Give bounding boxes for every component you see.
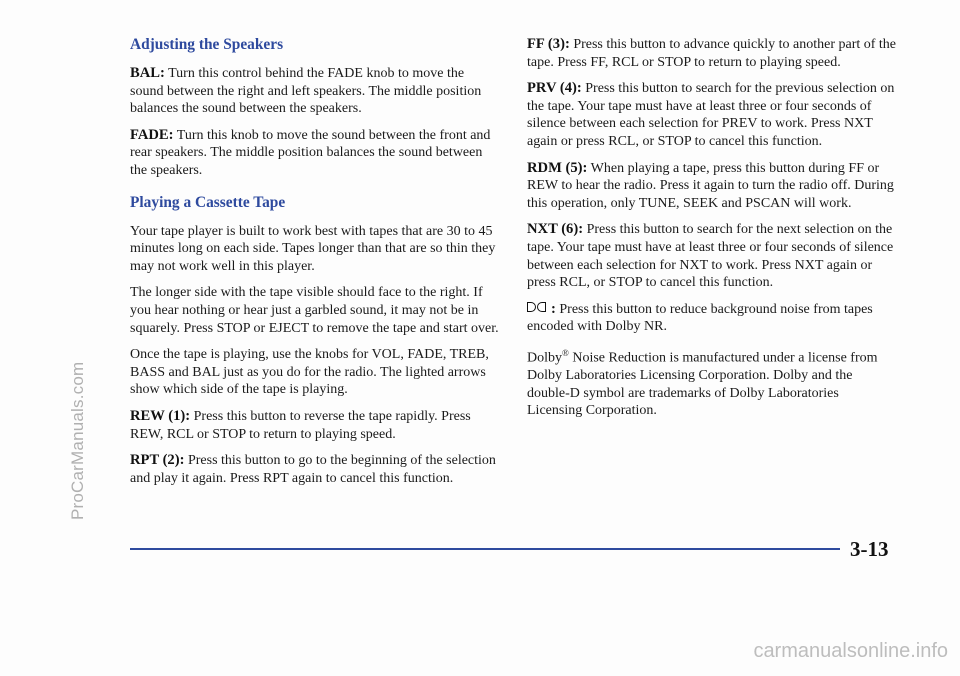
term-rpt: RPT (2): xyxy=(130,452,185,469)
dolby-brand: Dolby xyxy=(527,350,562,366)
term-rew: REW (1): xyxy=(130,407,191,424)
paragraph-rew xyxy=(130,408,500,443)
paragraph-rpt xyxy=(130,452,500,487)
term-fade: FADE: xyxy=(130,126,174,143)
term-dolby: : xyxy=(551,300,556,317)
paragraph-prv xyxy=(527,80,897,150)
heading-adjusting-speakers: Adjusting the Speakers xyxy=(130,36,284,53)
term-nxt: NXT (6): xyxy=(527,221,584,238)
term-rdm: RDM (5): xyxy=(527,159,588,176)
paragraph-nxt xyxy=(527,221,897,291)
text-bal: Turn this control behind the FADE knob to move the sound between the right and left speakers. The middle position balances the sound between the speakers. xyxy=(130,66,482,117)
heading-playing-cassette: Playing a Cassette Tape xyxy=(130,193,286,211)
paragraph-ff xyxy=(527,36,897,71)
text-dolby-notice: Noise Reduction is manufactured under a license from Dolby Laboratories Licensing Corporation. Dolby and the double-D symbol are trademarks of Dolby Laboratories Licensing Corporation. xyxy=(527,350,878,419)
paragraph-tape-knobs: Once the tape is playing, use the knobs for VOL, FADE, TREB, BASS and BAL just as you do for the radio. The lighted arrows show which side of the tape is playing. xyxy=(130,347,489,398)
text-prv: Press this button to search for the previous selection on the tape. Your tape must have at least three or four seconds of silence between each selection for PREV to work. Press NXT again or press RCL, or STOP to cancel this function. xyxy=(527,81,895,149)
footer-watermark-text: carmanualsonline.info xyxy=(753,640,948,662)
paragraph-dolby-button xyxy=(527,301,897,336)
paragraph-bal xyxy=(130,65,500,118)
footer-watermark xyxy=(0,640,960,663)
text-rew: Press this button to reverse the tape rapidly. Press REW, RCL or STOP to return to playing speed. xyxy=(130,408,471,442)
text-nxt: Press this button to search for the next selection on the tape. Your tape must have at least three or four seconds of silence between each selection for NXT to work. Press NXT again or press RCL, or STOP to cancel this function. xyxy=(527,222,894,291)
term-ff: FF (3): xyxy=(527,36,570,52)
paragraph-tape-insert: The longer side with the tape visible should face to the right. If you hear nothing or hear just a garbled sound, it may not be in squarely. Press STOP or EJECT to remove the tape and start over. xyxy=(130,285,499,336)
page-number: 3-13 xyxy=(850,537,889,561)
paragraph-dolby-notice xyxy=(527,345,897,420)
term-bal: BAL: xyxy=(130,65,165,81)
right-column xyxy=(527,36,897,429)
text-ff: Press this button to advance quickly to another part of the tape. Press FF, RCL or STOP to return to playing speed. xyxy=(527,37,897,70)
paragraph-tape-length: Your tape player is built to work best with tapes that are 30 to 45 minutes long on each side. Tapes longer than that are so thin they may not work well in this player. xyxy=(130,223,496,274)
term-prv: PRV (4): xyxy=(527,80,582,97)
registered-mark: ® xyxy=(562,347,569,358)
text-rdm: When playing a tape, press this button during FF or REW to hear the radio. Press it again to turn the radio off. During this operation, only TUNE, SEEK and PSCAN will work. xyxy=(527,160,894,211)
text-rpt: Press this button to go to the beginning of the selection and play it again. Press RPT again to cancel this function. xyxy=(130,453,496,486)
side-watermark: ProCarManuals.com xyxy=(68,361,87,520)
left-column xyxy=(130,36,500,496)
paragraph-rdm xyxy=(527,160,897,213)
text-fade: Turn this knob to move the sound between the front and rear speakers. The middle position balances the sound between the speakers. xyxy=(130,127,491,178)
text-dolby: Press this button to reduce background noise from tapes encoded with Dolby NR. xyxy=(527,301,873,335)
paragraph-fade xyxy=(130,127,500,180)
footer-rule xyxy=(130,548,840,550)
dolby-double-d-icon xyxy=(527,302,549,314)
